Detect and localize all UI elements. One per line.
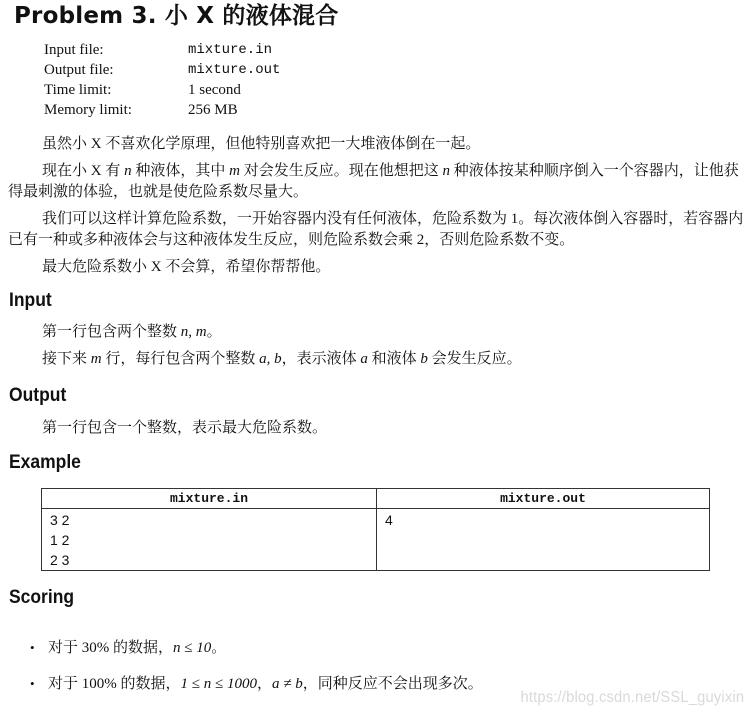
meta-label: Input file: (44, 42, 104, 58)
scoring-text: 。 (211, 640, 227, 656)
paragraph-text: 我们可以这样计算危险系数，一开始容器内没有任何液体，危险系数为 1。每次液体倒入容器时，若容器内已有一种或多种液体会与这种液体发生反应，则危险系数会乘 2，否则危险系数不变。 (8, 211, 744, 248)
meta-output-file (44, 60, 280, 80)
paragraph-text: 最大危险系数小 X 不会算，希望你帮帮他。 (42, 259, 331, 275)
meta-input-file (44, 40, 280, 60)
math-expr: n ≤ 10 (173, 640, 212, 656)
example-heading: Example (9, 452, 81, 473)
paragraph-text: 接下来 (42, 351, 91, 367)
example-table-header-row (42, 489, 710, 509)
meta-label: Memory limit: (44, 102, 132, 118)
math-var: b (420, 351, 428, 367)
input-heading: Input (9, 290, 52, 311)
statement-paragraph-4 (8, 257, 746, 278)
watermark: https://blog.csdn.net/SSL_guyixin (520, 689, 744, 706)
paragraph-text: 。 (206, 324, 222, 340)
example-table (41, 488, 710, 571)
input-line-1 (8, 322, 746, 343)
example-input-line: 1 2 (50, 532, 70, 548)
meta-value: mixture.in (188, 42, 273, 58)
paragraph-text: 会发生反应。 (427, 351, 522, 367)
statement-paragraph-3 (8, 209, 746, 251)
scoring-text: 对于 30% 的数据， (48, 640, 173, 656)
meta-label: Time limit: (44, 82, 112, 98)
problem-title: Problem 3. 小 X 的液体混合 (14, 3, 339, 29)
example-output-line: 4 (385, 512, 393, 528)
paragraph-text: 种液体，其中 (131, 163, 230, 179)
paragraph-text: 第一行包含两个整数 (42, 324, 181, 340)
paragraph-text: 现在小 X 有 (42, 163, 125, 179)
paragraph-text: 行，每行包含两个整数 (101, 351, 260, 367)
meta-value: 256 MB (188, 102, 238, 118)
math-var: n (124, 163, 132, 179)
scoring-text: 对于 100% 的数据， (48, 676, 181, 692)
math-expr: a ≠ b (271, 676, 303, 692)
bullet-icon: • (30, 676, 35, 691)
meta-memory-limit (44, 100, 280, 120)
meta-time-limit (44, 80, 280, 100)
example-input-cell (42, 509, 377, 571)
input-line-2 (8, 349, 746, 370)
scoring-heading: Scoring (9, 587, 75, 608)
math-expr: 1 ≤ n ≤ 1000 (180, 676, 257, 692)
meta-label: Output file: (44, 62, 114, 78)
statement-paragraph-1 (8, 134, 746, 155)
example-header-input: mixture.in (42, 489, 377, 509)
bullet-icon: • (30, 640, 35, 655)
output-heading: Output (9, 385, 67, 406)
paragraph-text: 虽然小 X 不喜欢化学原理，但他特别喜欢把一大堆液体倒在一起。 (42, 136, 481, 152)
math-expr: a, b (259, 351, 282, 367)
meta-value: mixture.out (188, 62, 281, 78)
paragraph-text: 第一行包含一个整数，表示最大危险系数。 (42, 420, 328, 436)
example-table-row (42, 509, 710, 571)
output-line-1 (8, 418, 746, 439)
scoring-item (30, 674, 483, 694)
problem-meta (44, 40, 280, 120)
example-output-cell (377, 509, 710, 571)
math-var: n (442, 163, 450, 179)
math-var: a (360, 351, 368, 367)
math-expr: n, m (180, 324, 207, 340)
scoring-text: ，同种反应不会出现多次。 (302, 676, 483, 692)
example-input-line: 3 2 (50, 512, 70, 528)
scoring-item (30, 638, 226, 658)
example-input-line: 2 3 (50, 552, 70, 568)
paragraph-text: 和液体 (367, 351, 421, 367)
math-var: m (90, 351, 102, 367)
paragraph-text: 种液体按某种顺序倒入一个容器内，让他获得最刺激的体验，也就是使危险系数尽量大。 (8, 163, 739, 200)
scoring-text: ， (256, 676, 272, 692)
statement-paragraph-2 (8, 161, 746, 203)
paragraph-text: ，表示液体 (281, 351, 361, 367)
paragraph-text: 对会发生反应。现在他想把这 (239, 163, 443, 179)
meta-value: 1 second (188, 82, 241, 98)
example-header-output: mixture.out (377, 489, 710, 509)
math-var: m (229, 163, 240, 179)
